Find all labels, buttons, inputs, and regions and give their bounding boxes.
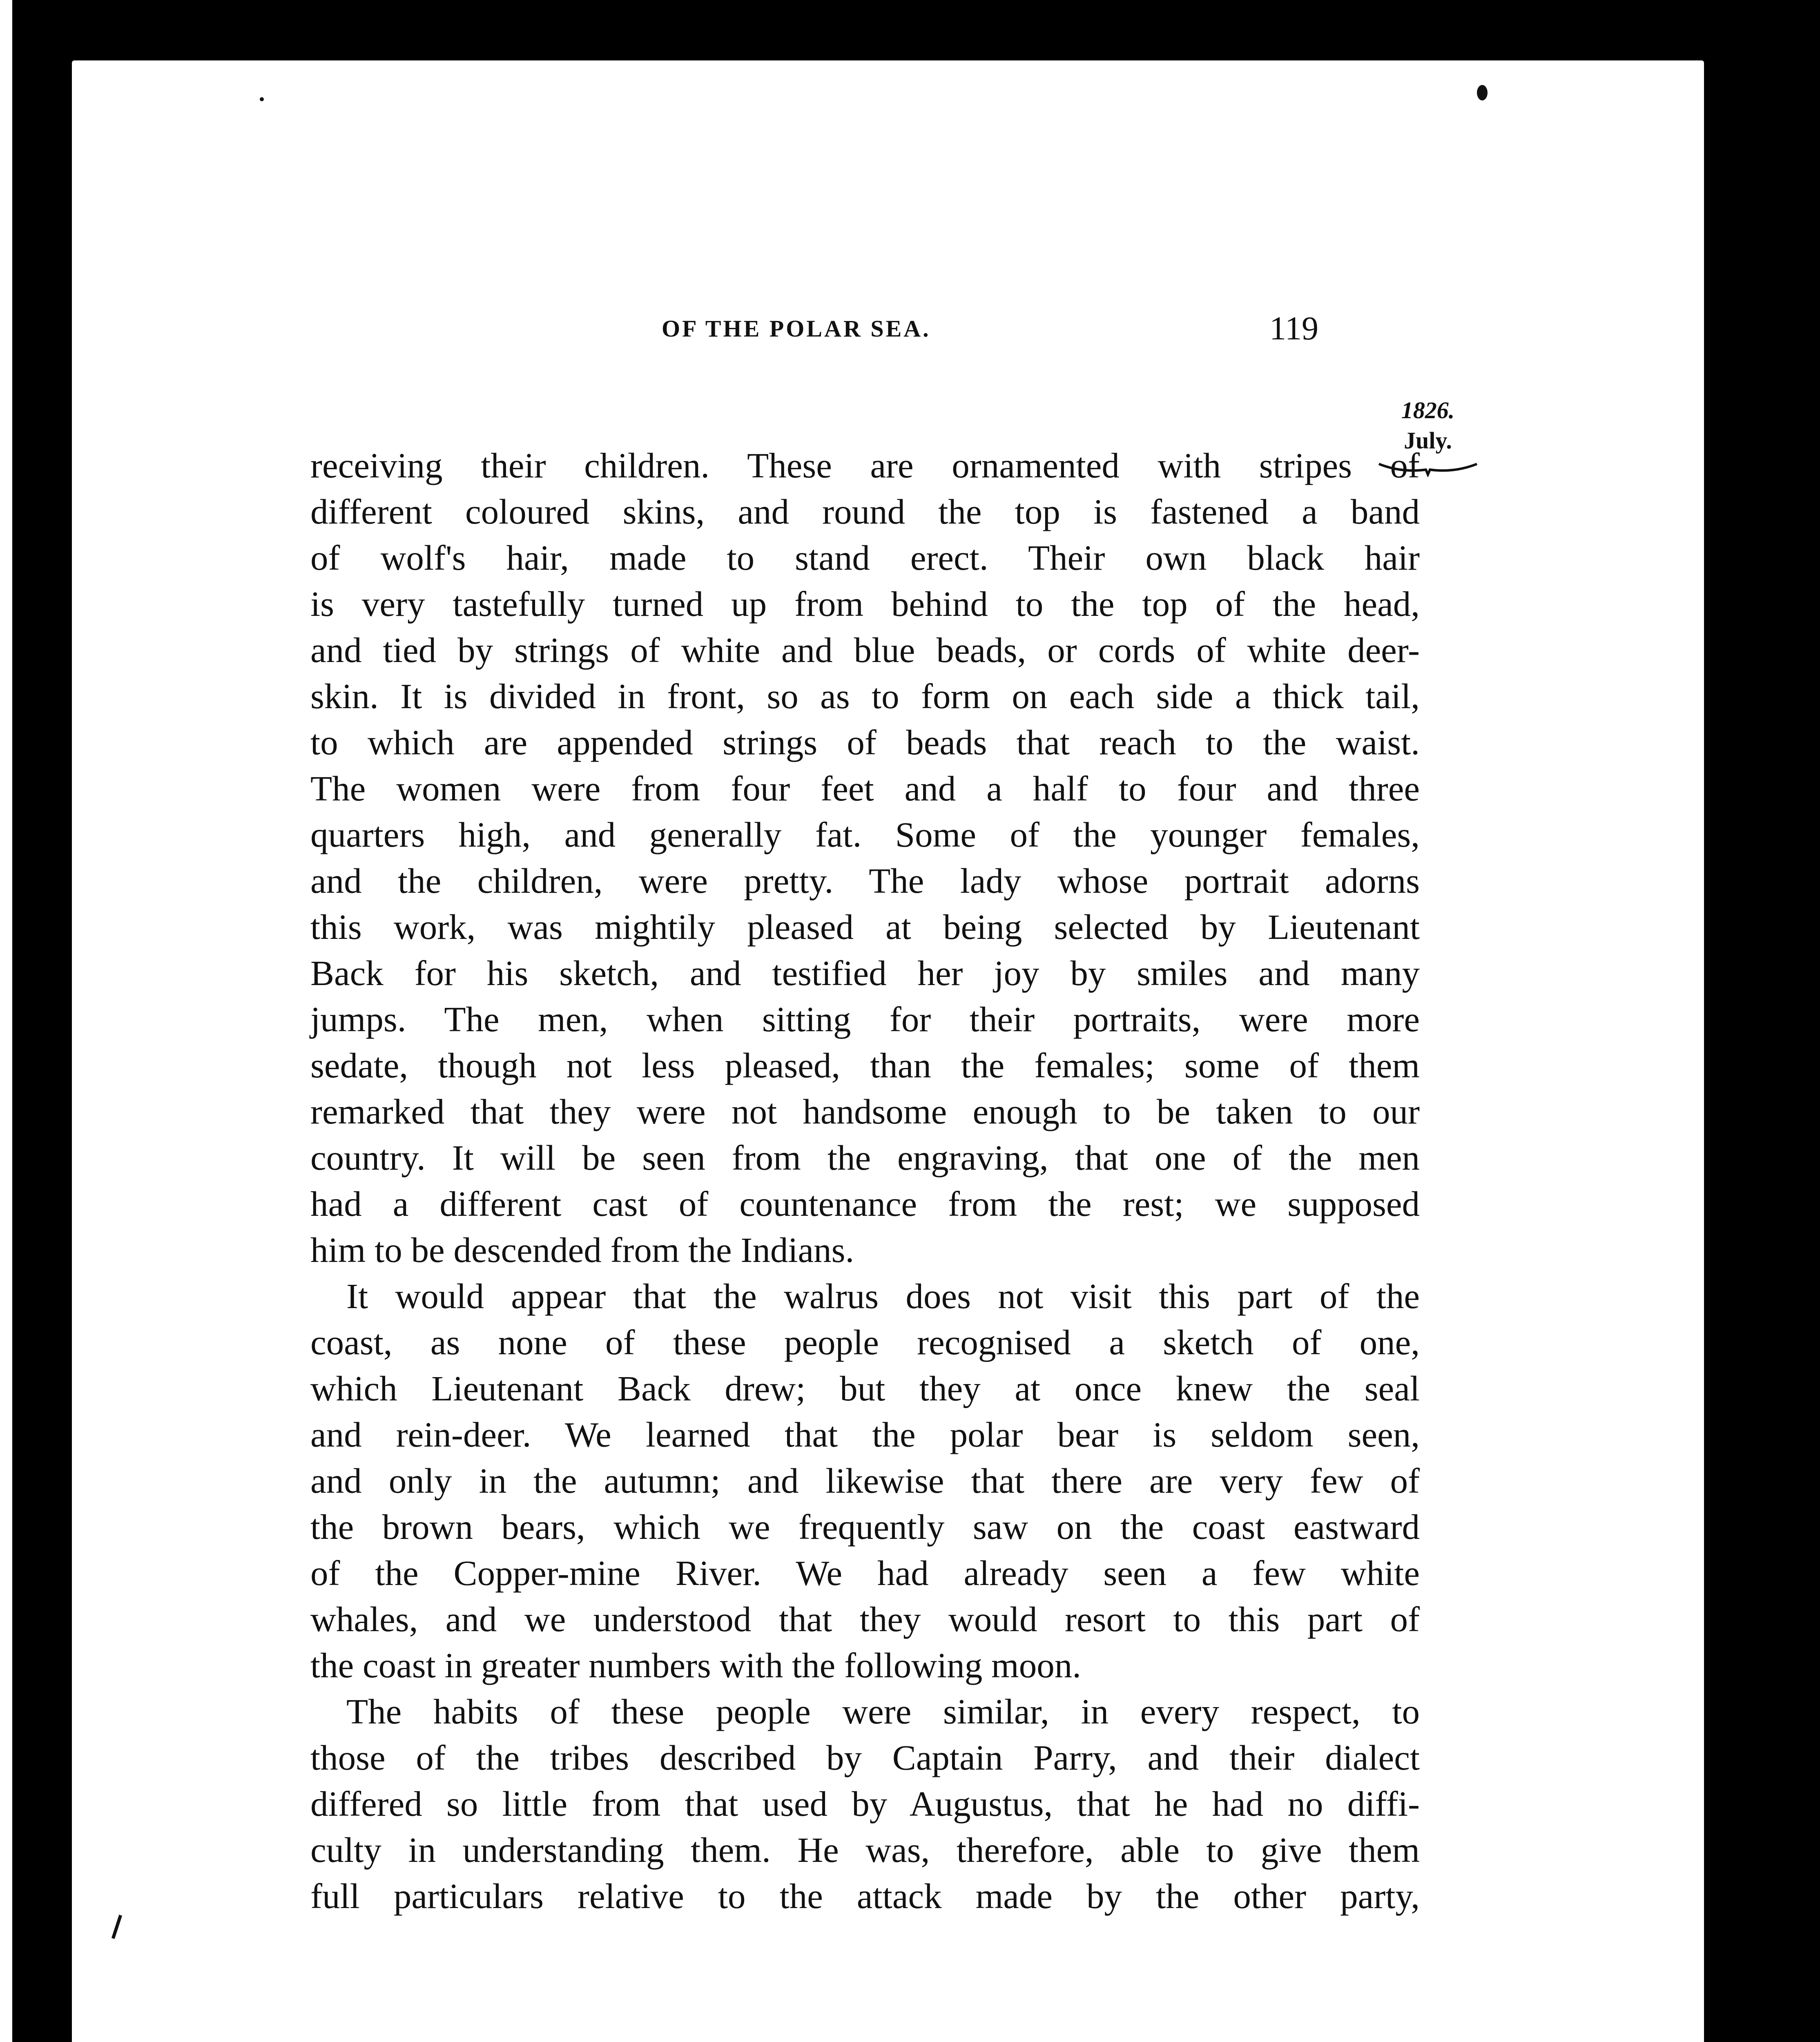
scan-speck xyxy=(112,1915,122,1939)
text-line: the coast in greater numbers with the following moon. xyxy=(310,1645,1081,1685)
scan-speck xyxy=(1477,85,1488,100)
text-line: and tied by strings of white and blue beads, or cords of white deer- xyxy=(310,630,1420,670)
body-text xyxy=(310,442,1420,1919)
page-number: 119 xyxy=(1269,310,1318,347)
left-edge-strip xyxy=(0,0,12,2042)
text-line: coast, as none of these people recognised a sketch of one, xyxy=(310,1322,1420,1362)
book-page xyxy=(72,60,1704,2042)
text-line: differed so little from that used by Augustus, that he had no diffi- xyxy=(310,1784,1420,1824)
text-line: remarked that they were not handsome enough to be taken to our xyxy=(310,1092,1420,1131)
text-line: which Lieutenant Back drew; but they at once knew the seal xyxy=(310,1369,1420,1408)
text-line: the brown bears, which we frequently saw on the coast eastward xyxy=(310,1507,1420,1547)
margin-note-year: 1826. xyxy=(1401,397,1455,424)
text-line: quarters high, and generally fat. Some of the younger females, xyxy=(310,815,1420,854)
text-line: whales, and we understood that they would resort to this part of xyxy=(310,1599,1420,1639)
text-line: this work, was mightily pleased at being selected by Lieutenant xyxy=(310,907,1420,947)
text-line: of wolf's hair, made to stand erect. Their own black hair xyxy=(310,538,1420,577)
text-line: Back for his sketch, and testified her joy by smiles and many xyxy=(310,953,1420,993)
text-line: It would appear that the walrus does not visit this part of the xyxy=(346,1276,1420,1316)
text-line: The women were from four feet and a half to four and three xyxy=(310,769,1420,808)
text-line: The habits of these people were similar, in every respect, to xyxy=(346,1692,1420,1731)
text-line: those of the tribes described by Captain Parry, and their dialect xyxy=(310,1738,1420,1777)
text-line: receiving their children. These are ornamented with stripes of xyxy=(310,446,1420,485)
text-line: of the Copper-mine River. We had already seen a few white xyxy=(310,1553,1420,1593)
running-head-title: OF THE POLAR SEA. xyxy=(662,315,931,342)
text-line: skin. It is divided in front, so as to form on each side a thick tail, xyxy=(310,676,1420,716)
text-line: is very tastefully turned up from behind to the top of the head, xyxy=(310,584,1420,624)
text-line: country. It will be seen from the engraving, that one of the men xyxy=(310,1138,1420,1177)
text-line: to which are appended strings of beads that reach to the waist. xyxy=(310,722,1420,762)
text-line: jumps. The men, when sitting for their portraits, were more xyxy=(310,999,1420,1039)
running-head xyxy=(72,310,1704,364)
text-line: different coloured skins, and round the top is fastened a band xyxy=(310,492,1420,531)
scan-speck xyxy=(260,97,264,101)
text-line: and only in the autumn; and likewise that there are very few of xyxy=(310,1461,1420,1500)
text-line: and the children, were pretty. The lady whose portrait adorns xyxy=(310,861,1420,901)
margin-note-month: July. xyxy=(1404,427,1452,454)
text-line: and rein-deer. We learned that the polar bear is seldom seen, xyxy=(310,1415,1420,1454)
text-line: sedate, though not less pleased, than the females; some of them xyxy=(310,1046,1420,1085)
text-line: him to be descended from the Indians. xyxy=(310,1230,854,1270)
text-line: had a different cast of countenance from the rest; we supposed xyxy=(310,1184,1420,1224)
text-line: culty in understanding them. He was, therefore, able to give them xyxy=(310,1830,1420,1870)
text-line: full particulars relative to the attack made by the other party, xyxy=(310,1876,1420,1916)
